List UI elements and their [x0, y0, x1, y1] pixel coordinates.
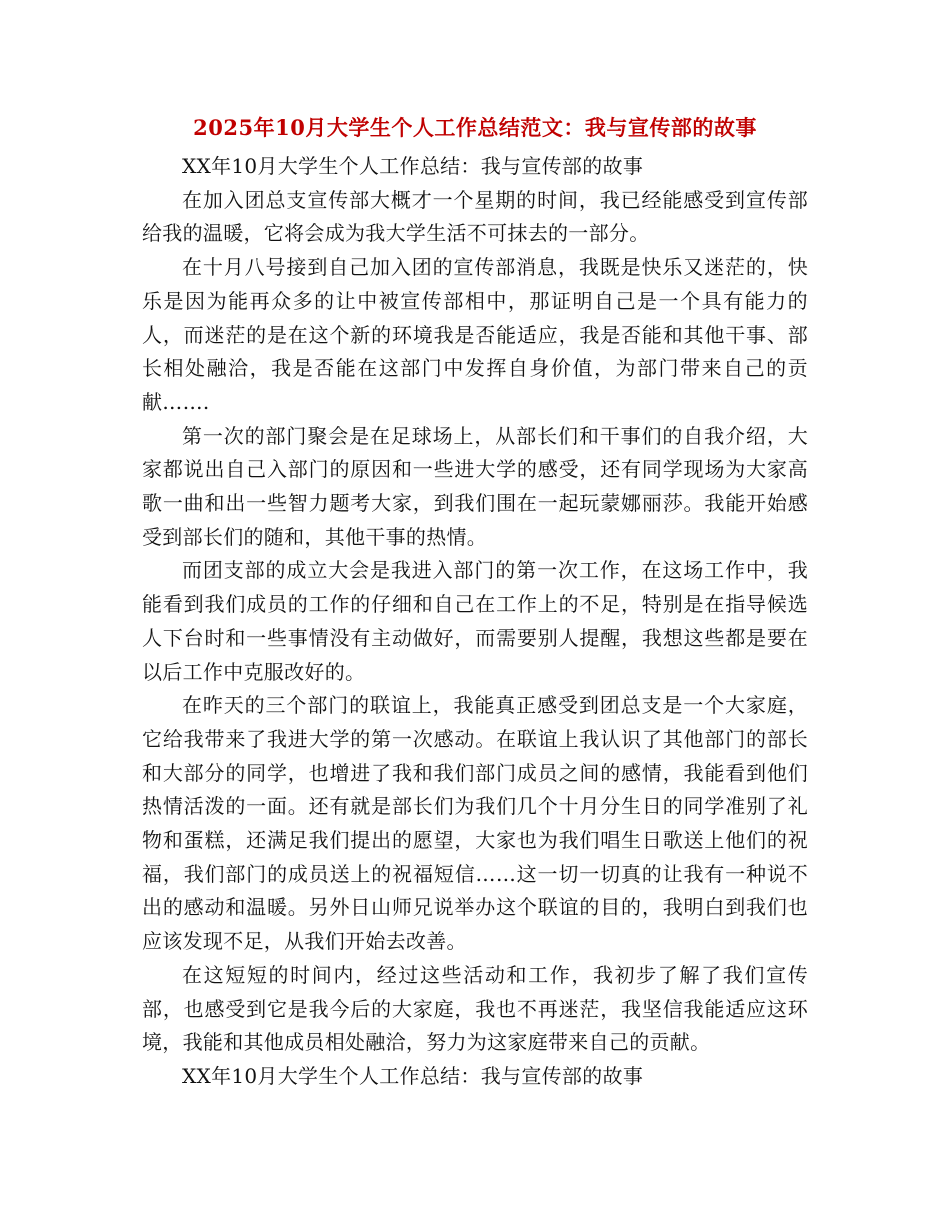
paragraph-7: 在这短短的时间内，经过这些活动和工作，我初步了解了我们宣传部，也感受到它是我今后的大家庭，我也不再迷茫，我坚信我能适应这环境，我能和其他成员相处融洽，努力为这家庭带来自己的贡献。	[142, 962, 808, 1055]
paragraph-8: XX年10月大学生个人工作总结：我与宣传部的故事	[182, 1063, 644, 1088]
paragraph-5: 而团支部的成立大会是我进入部门的第一次工作，在这场工作中，我能看到我们成员的工作的仔细和自己在工作上的不足，特别是在指导候选人下台时和一些事情没有主动做好，而需要别人提醒，我想这些都是要在以后工作中克服改好的。	[142, 558, 808, 684]
paragraph-4: 第一次的部门聚会是在足球场上，从部长们和干事们的自我介绍，大家都说出自己入部门的原因和一些进大学的感受，还有同学现场为大家高歌一曲和出一些智力题考大家，到我们围在一起玩蒙娜丽莎。我能开始感受到部长们的随和，其他干事的热情。	[142, 423, 808, 549]
paragraph-2: 在加入团总支宣传部大概才一个星期的时间，我已经能感受到宣传部给我的温暖，它将会成为我大学生活不可抹去的一部分。	[142, 187, 808, 246]
paragraph-6: 在昨天的三个部门的联谊上，我能真正感受到团总支是一个大家庭，它给我带来了我进大学的第一次感动。在联谊上我认识了其他部门的部长和大部分的同学，也增进了我和我们部门成员之间的感情，我能看到他们热情活泼的一面。还有就是部长们为我们几个十月分生日的同学准别了礼物和蛋糕，还满足我们提出的愿望，大家也为我们唱生日歌送上他们的祝福，我们部门的成员送上的祝福短信……这一切一切真的让我有一种说不出的感动和温暖。另外日山师兄说举办这个联谊的目的，我明白到我们也应该发现不足，从我们开始去改善。	[142, 693, 808, 954]
paragraph-3: 在十月八号接到自己加入团的宣传部消息，我既是快乐又迷茫的，快乐是因为能再众多的让中被宣传部相中，那证明自己是一个具有能力的人，而迷茫的是在这个新的环境我是否能适应，我是否能和其他干事、部长相处融洽，我是否能在这部门中发挥自身价值，为部门带来自己的贡献…….	[142, 255, 808, 414]
document-title: 2025年10月大学生个人工作总结范文：我与宣传部的故事	[193, 115, 757, 140]
document-page	[142, 112, 808, 1094]
paragraph-1: XX年10月大学生个人工作总结：我与宣传部的故事	[182, 154, 644, 178]
